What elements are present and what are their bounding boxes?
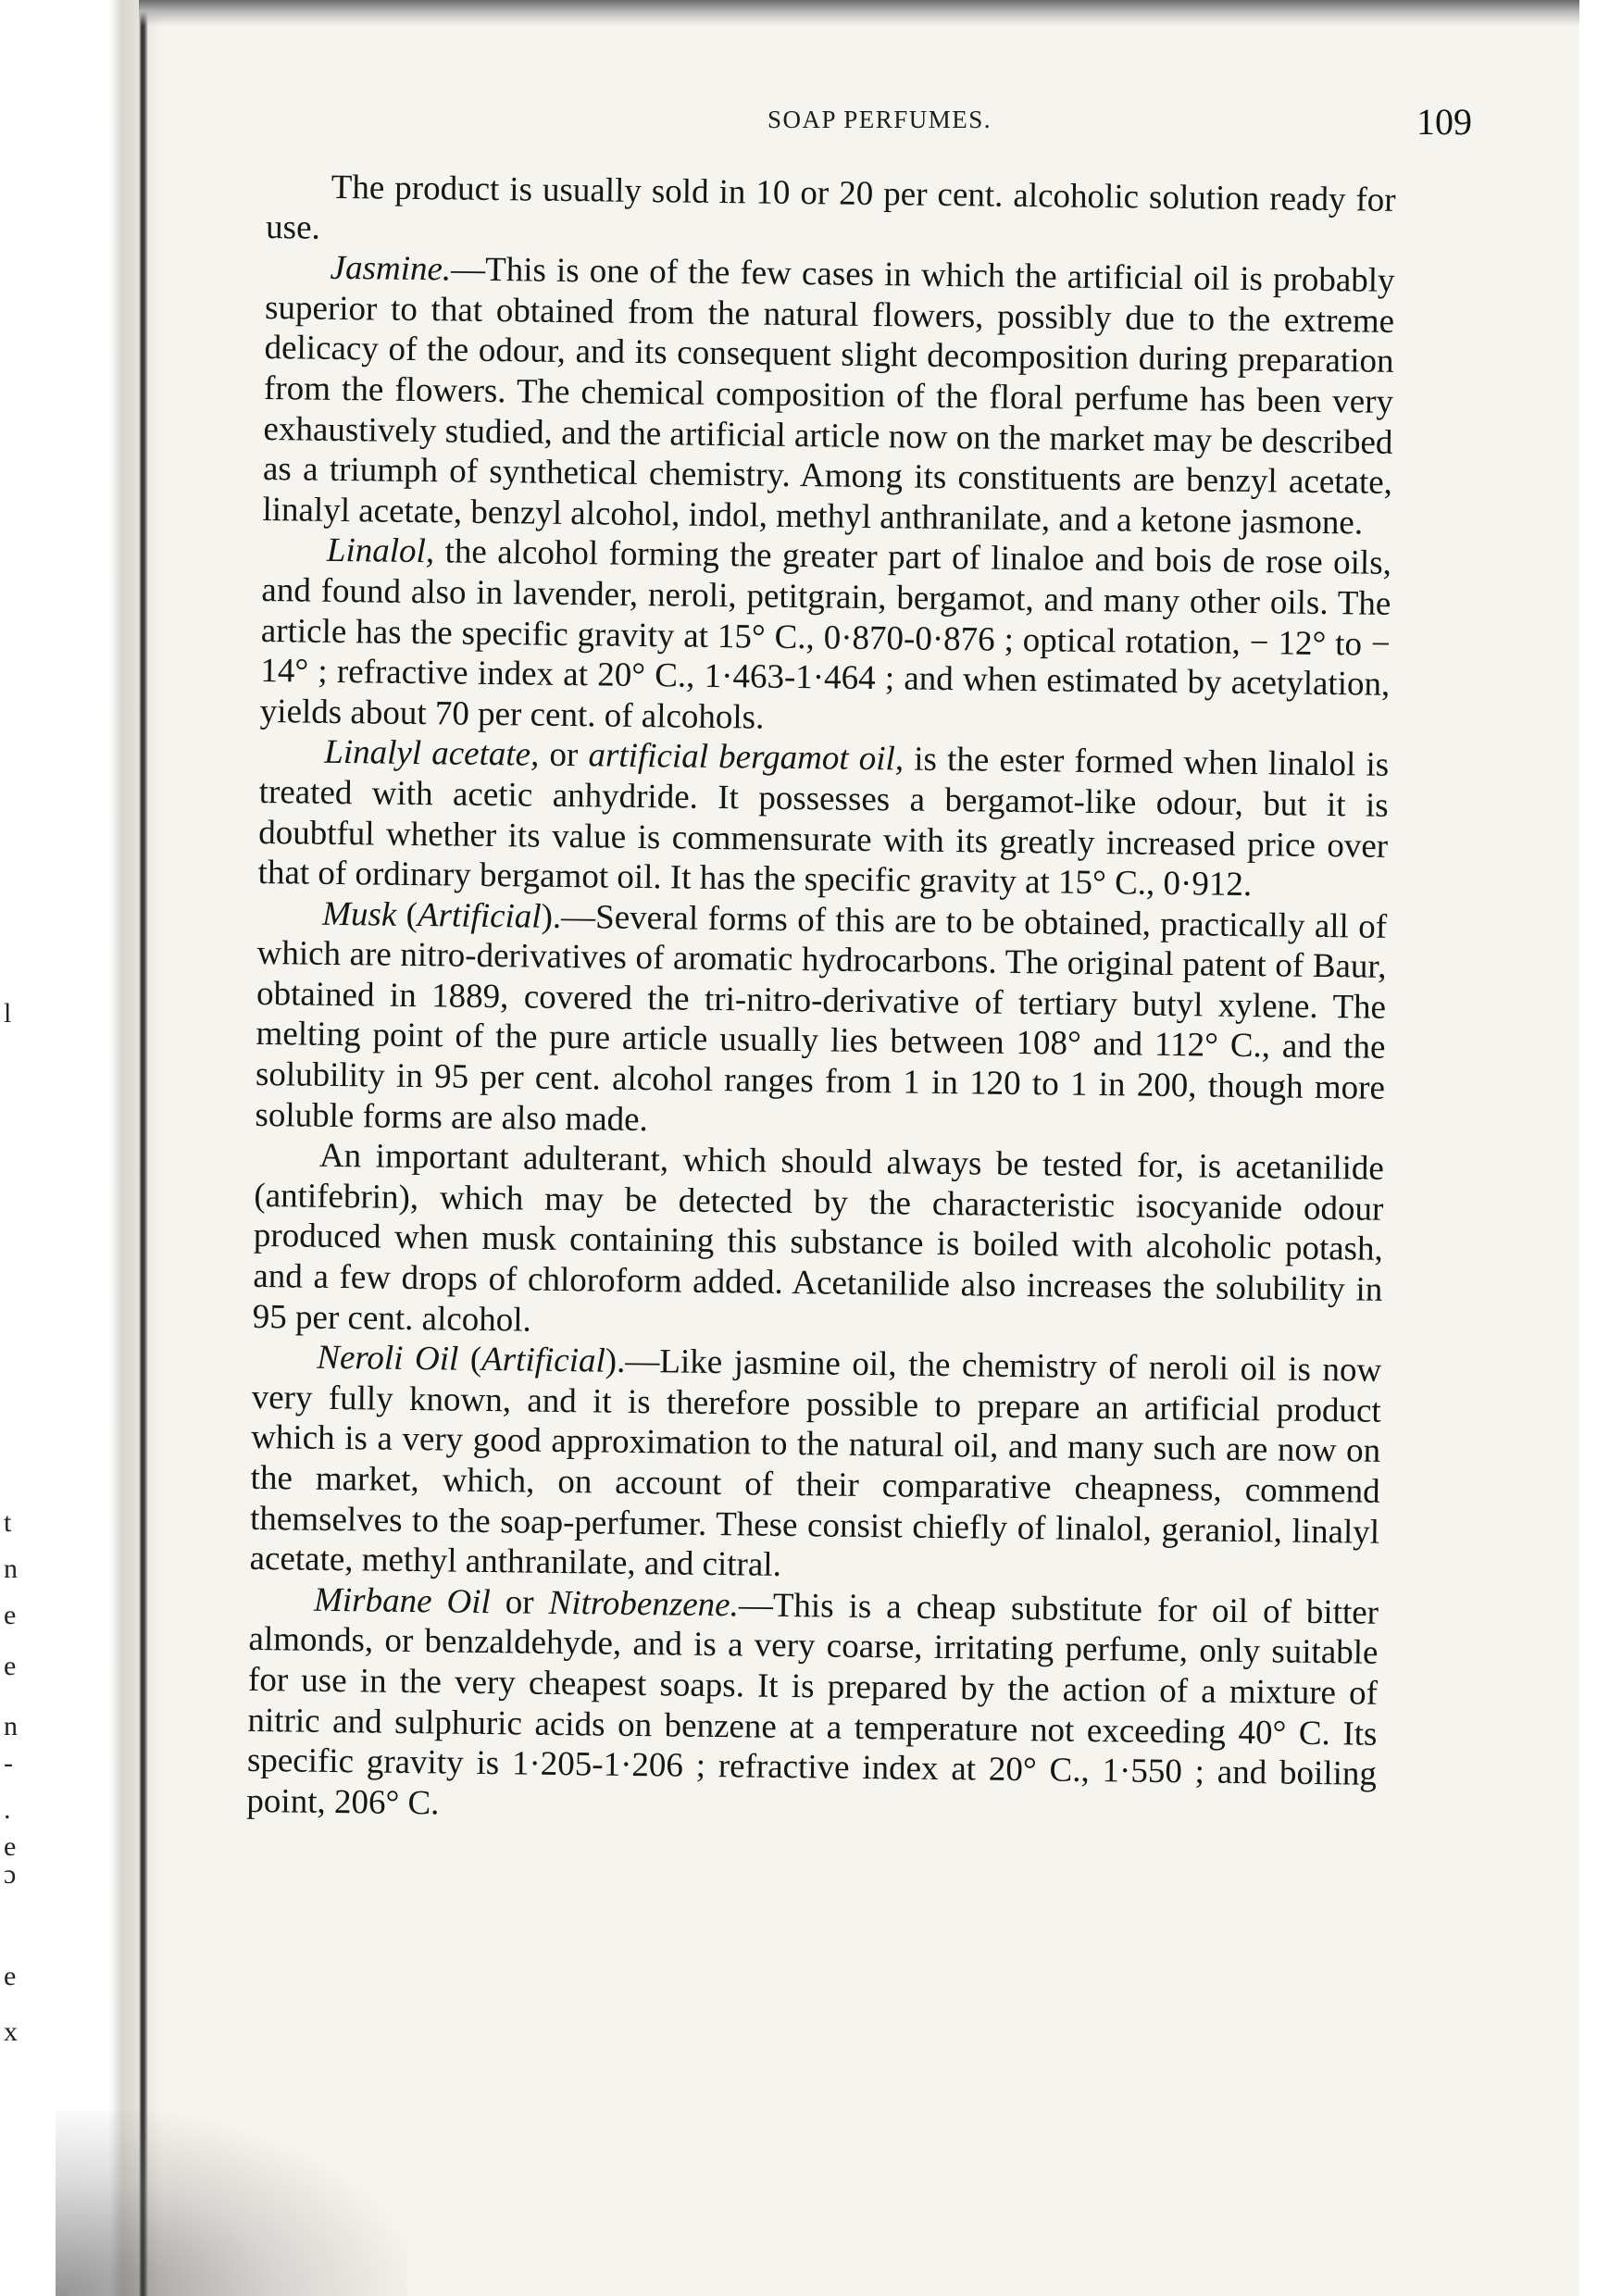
margin-letter: e	[4, 1651, 17, 1681]
paragraph-linalol	[260, 530, 1392, 745]
paragraph-jasmine	[262, 247, 1395, 543]
running-head	[278, 100, 1481, 146]
entry-connector: or	[539, 735, 589, 775]
binding-gutter-shadow	[139, 0, 148, 2296]
margin-letter: e	[4, 1831, 17, 1862]
margin-letter: l	[4, 998, 12, 1029]
paragraph-text: the alcohol forming the greater part of linaloe and bois de rose oils, and found also in lavender, neroli, petitgrain, bergamot, and many other oils. The article has the specific gravity at 15° C., 0·870-0·876 ; optical rotation, − 12° to − 14° ; refractive index at 20° C., 1·463-1·464 ; and when estimated by acetylation, yields about 70 per cent. of alcohols.	[259, 532, 1392, 737]
margin-letter: e	[4, 1600, 17, 1630]
entry-connector: (	[458, 1340, 482, 1379]
entry-connector: (	[396, 895, 418, 934]
paragraph-text: —This is one of the few cases in which the artificial oil is probably superior to that obtained from the natural flowers, possibly due to the extreme delicacy of the odour, and its consequent slight decomposition during preparation from the flowers. The chemical composition of the floral perfume has been very exhaustively studied, and the artificial article now on the market may be described as a triumph of synthetical chemistry. Among its constituents are benzyl acetate, linalyl acetate, benzyl alcohol, indol, methyl anthranilate, and a ketone jasmone.	[262, 250, 1395, 543]
entry-term: Linalol,	[326, 531, 435, 571]
margin-letter: n	[4, 1554, 18, 1584]
entry-term: Linalyl acetate,	[324, 733, 540, 774]
entry-connector: or	[490, 1582, 549, 1622]
paragraph-text: is the ester formed when linalol is treated with acetic anhydride. It possesses a bergamot-like odour, but it is doubtful whether its value is commensurate with its greatly increased price over that of ordinary bergamot oil. It has the specific gravity at 15° C., 0·912.	[257, 740, 1390, 905]
margin-letter: e	[4, 1961, 17, 1991]
corner-shadow	[56, 2111, 407, 2296]
page-right-margin	[1579, 0, 1622, 2296]
paragraph-text: ).—Several forms of this are to be obtained, practically all of which are nitro-derivatives of aromatic hydrocarbons. The original patent of Baur, obtained in 1889, covered the tri-nitro-derivative of tertiary butyl xylene. The melting point of the pure article usually lies between 108° and 112° C., and the solubility in 95 per cent. alcohol ranges from 1 in 120 to 1 in 200, though more soluble forms are also made.	[255, 897, 1388, 1139]
paragraph-text: The product is usually sold in 10 or 20 per cent. alcoholic solution ready for use.	[265, 168, 1396, 247]
entry-term: Jasmine.	[330, 249, 452, 289]
paragraph-mirbane	[246, 1579, 1379, 1835]
entry-term: Mirbane Oil	[313, 1580, 492, 1621]
paragraph-product-note	[266, 167, 1396, 261]
paragraph-musk	[255, 893, 1387, 1149]
body-text	[246, 167, 1396, 1835]
margin-letter: x	[4, 2016, 18, 2047]
entry-term-alt: Artificial	[480, 1341, 606, 1380]
paragraph-text: ).—Like jasmine oil, the chemistry of neroli oil is now very fully known, and it is therefore possible to prepare an artificial product which is a very good approximation to the natural oil, and many such are now on the market, which, on account of their comparative cheapness, commend themselves to the soap-perfumer. These consist chiefly of linalol, geraniol, linalyl acetate, methyl anthranilate, and citral.	[249, 1341, 1382, 1585]
paragraph-text: —This is a cheap substitute for oil of bitter almonds, or benzaldehyde, and is a very coarse, irritating perfume, only suitable for use in the very cheapest soaps. It is prepared by the action of a mixture of nitric and sulphuric acids on benzene at a temperature not exceeding 40° C. Its specific gravity is 1·205-1·206 ; refractive index at 20° C., 1·550 ; and boiling point, 206° C.	[246, 1586, 1379, 1823]
margin-letter: t	[4, 1507, 12, 1538]
entry-term-alt: Artificial	[417, 895, 542, 936]
paragraph-linalyl-acetate	[257, 731, 1389, 906]
paragraph-neroli	[249, 1337, 1381, 1592]
entry-term: Musk	[321, 894, 397, 934]
entry-term: Neroli Oil	[317, 1338, 459, 1379]
margin-letter: ɔ	[4, 1859, 17, 1890]
margin-letter: -	[4, 1748, 13, 1778]
margin-letter: n	[4, 1711, 18, 1741]
margin-letter: .	[4, 1794, 11, 1825]
paragraph-text: An important adulterant, which should always be tested for, is acetanilide (antifebrin), which may be detected by the characteristic isocyanide odour produced when musk containing this substance is boiled with alcoholic potash, and a few drops of chloroform added. Acetanilide also increases the solubility in 95 per cent. alcohol.	[252, 1137, 1385, 1340]
page-number: 109	[1416, 101, 1472, 143]
running-title: SOAP PERFUMES.	[767, 106, 992, 133]
entry-term-alt: Nitrobenzene.	[548, 1583, 740, 1625]
entry-term-alt: artificial bergamot oil,	[588, 736, 905, 779]
book-binding-edge	[0, 0, 162, 2296]
paragraph-adulterant	[253, 1135, 1385, 1351]
page-top-edge	[139, 0, 1622, 26]
